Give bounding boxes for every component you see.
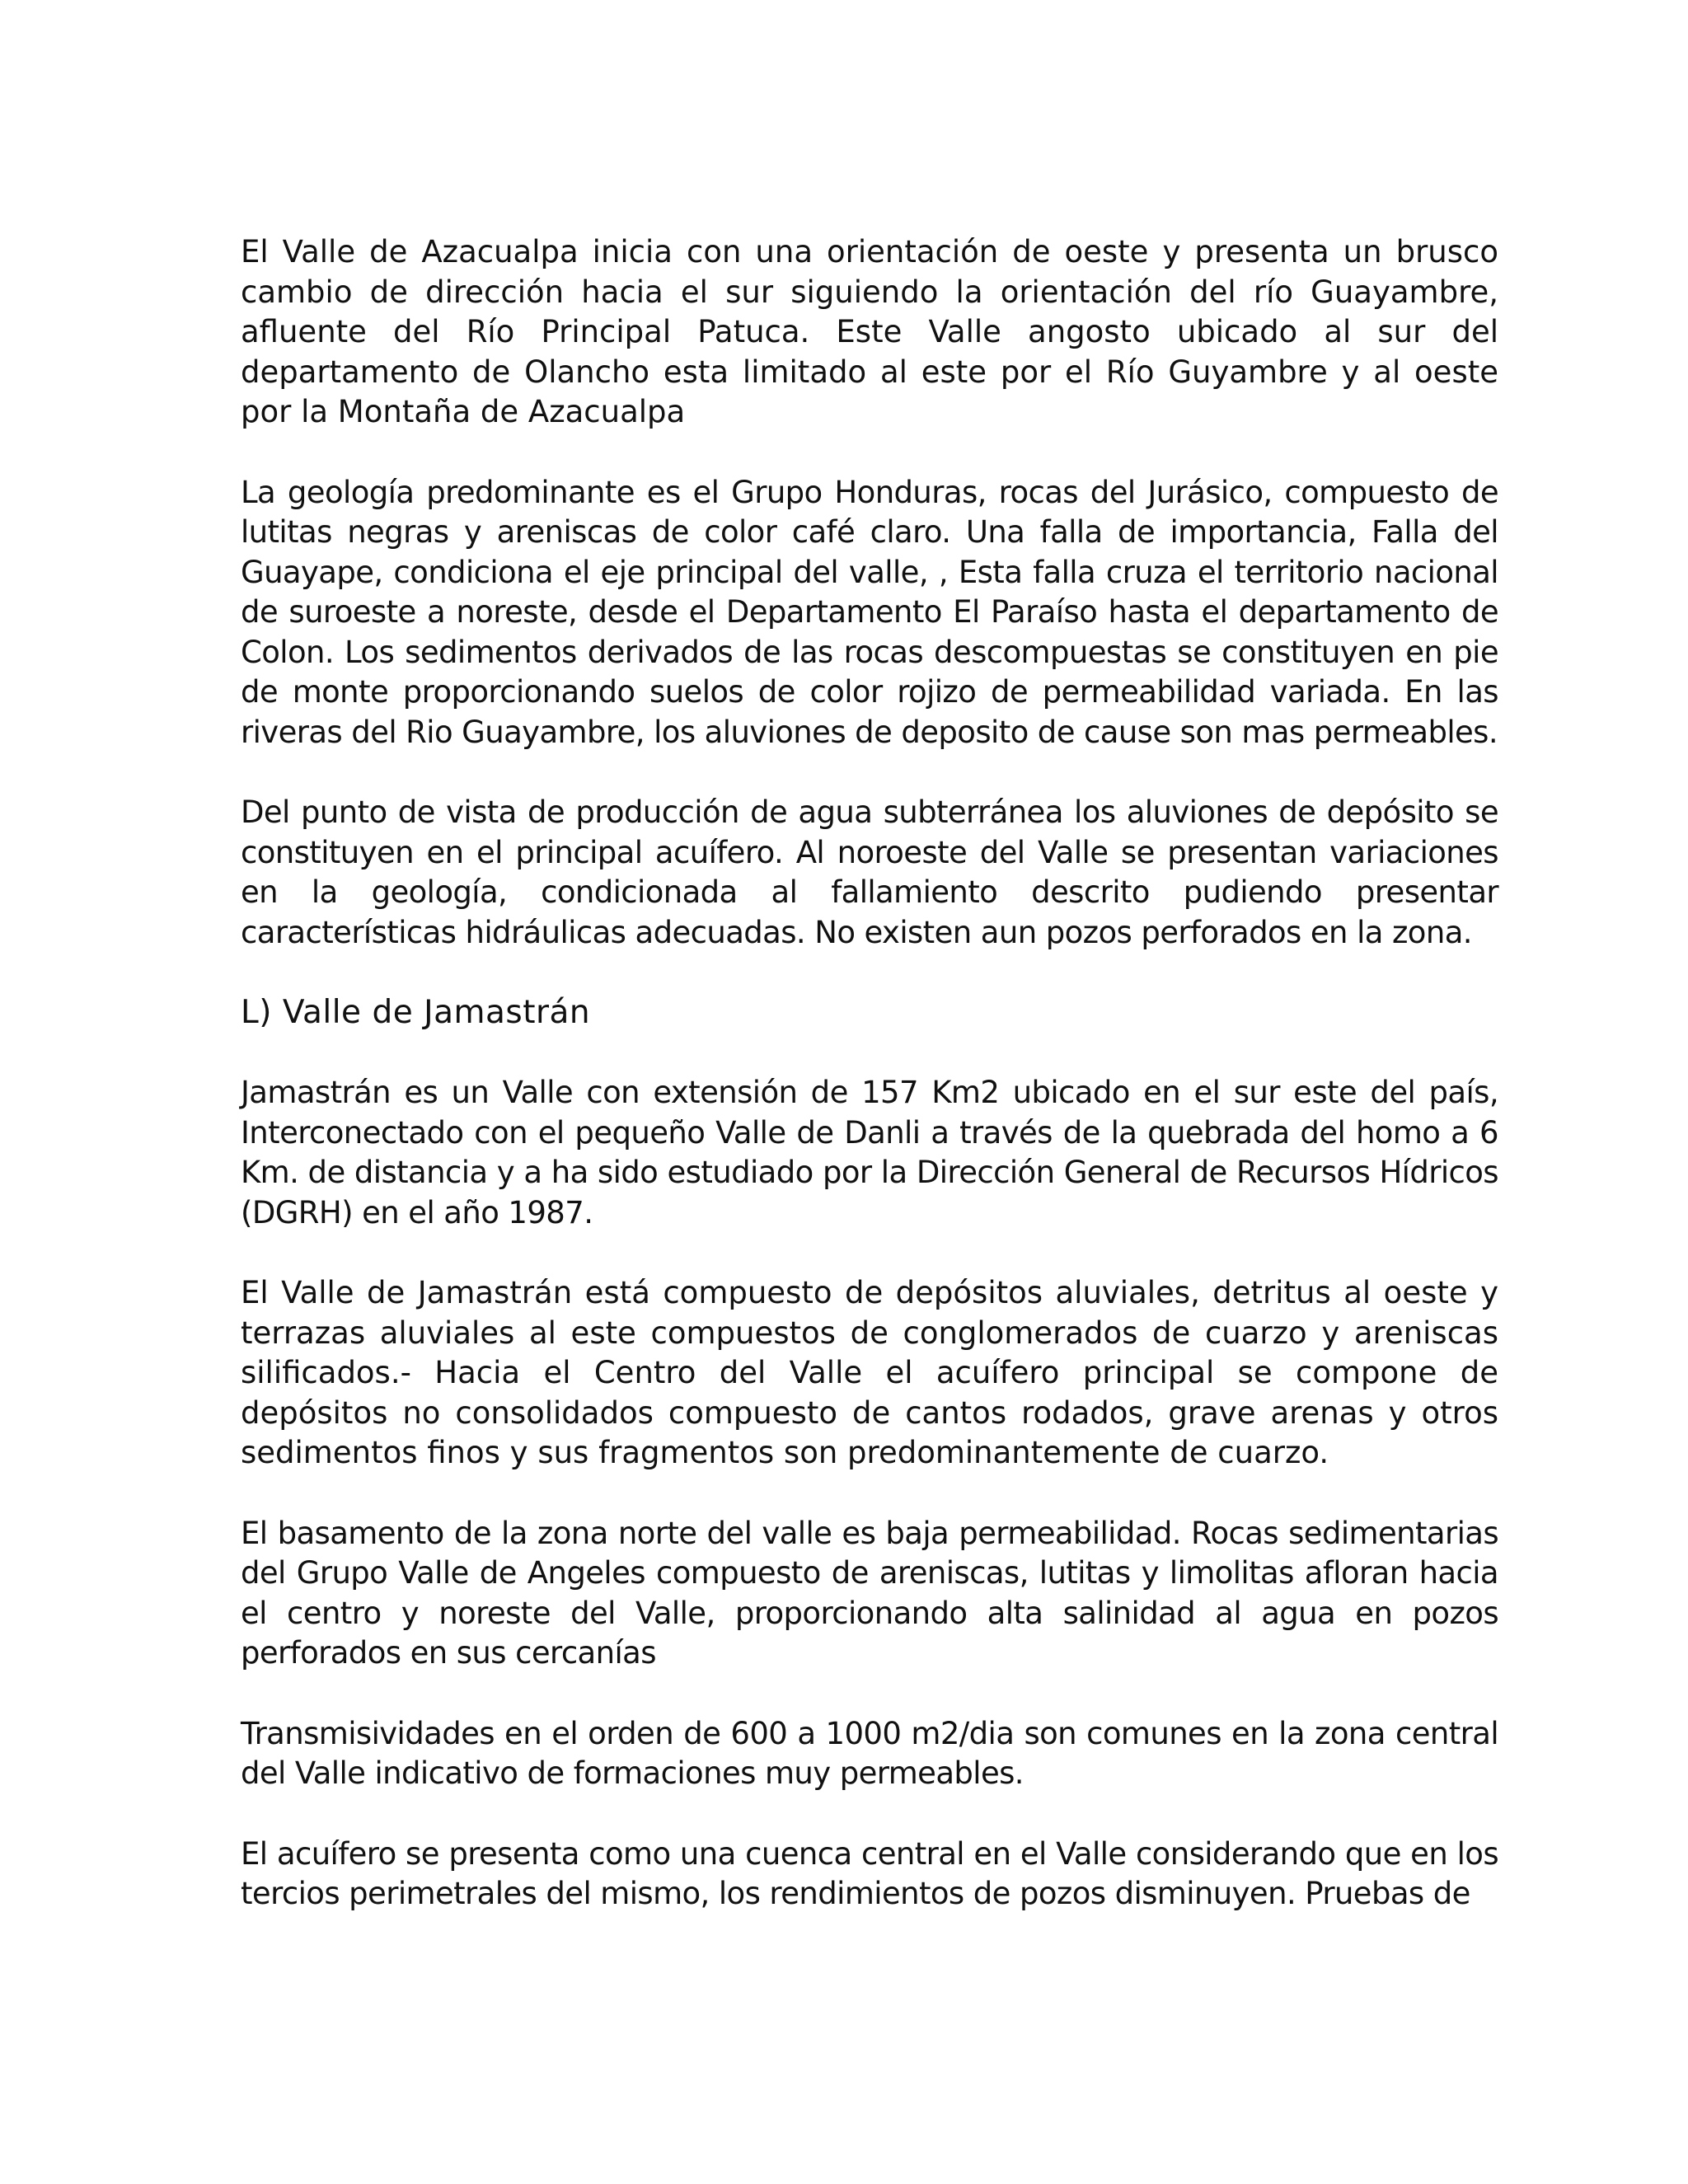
- paragraph-spacer: [241, 1474, 1498, 1514]
- paragraph-spacer: [241, 1233, 1498, 1273]
- section-heading-jamastran: L) Valle de Jamastrán: [241, 994, 591, 1031]
- paragraph-azacualpa-intro: El Valle de Azacualpa inicia con una orientación de oeste y presenta un brusco cambio de dirección hacia el sur siguiendo la orientación del río Guayambre, afluente del Río Principal Patuca. Este Valle angosto ubicado al sur del departamento de Olancho esta limitado al este por el Río Guyambre y al oeste por la Montaña de Azacualpa: [241, 234, 1498, 429]
- paragraph-jamastran-transmissivity: Transmisividades en el orden de 600 a 1000 m2/dia son comunes en la zona central del Valle indicativo de formaciones muy permeables.: [241, 1715, 1498, 1791]
- paragraph-spacer: [241, 1794, 1498, 1835]
- paragraph-jamastran-basement: El basamento de la zona norte del valle es baja permeabilidad. Rocas sedimentarias del Grupo Valle de Angeles compuesto de areniscas, lutitas y limolitas afloran hacia el centro y noreste del Valle, proporcionando alta salinidad al agua en pozos perforados en sus cercanías: [241, 1515, 1498, 1671]
- paragraph-azacualpa-geology: La geología predominante es el Grupo Honduras, rocas del Jurásico, compuesto de lutitas negras y areniscas de color café claro. Una falla de importancia, Falla del Guayape, condiciona el eje principal del valle, , Esta falla cruza el territorio nacional de suroeste a noreste, desde el Departamento El Paraíso hasta el departamento de Colon. Los sedimentos derivados de las rocas descompuestas se constituyen en pie de monte proporcionando suelos de color rojizo de permeabilidad variada. En las riveras del Rio Guayambre, los aluviones de deposito de cause son mas permeables.: [241, 474, 1498, 750]
- paragraph-jamastran-aquifer: El acuífero se presenta como una cuenca central en el Valle considerando que en los tercios perimetrales del mismo, los rendimientos de pozos disminuyen. Pruebas de: [241, 1835, 1498, 1911]
- paragraph-azacualpa-groundwater: Del punto de vista de producción de agua subterránea los aluviones de depósito se constituyen en el principal acuífero. Al noroeste del Valle se presentan variaciones en la geología, condicionada al fallamiento descrito pudiendo presentar características hidráulicas adecuadas. No existen aun pozos perforados en la zona.: [241, 794, 1498, 950]
- paragraph-jamastran-intro: Jamastrán es un Valle con extensión de 157 Km2 ubicado en el sur este del país, Interconectado con el pequeño Valle de Danli a través de la quebrada del homo a 6 Km. de distancia y a ha sido estudiado por la Dirección General de Recursos Hídricos (DGRH) en el año 1987.: [241, 1075, 1498, 1230]
- paragraph-spacer: [241, 752, 1498, 793]
- paragraph-spacer: [241, 953, 1498, 993]
- paragraph-jamastran-composition: El Valle de Jamastrán está compuesto de depósitos aluviales, detritus al oeste y terrazas aluviales al este compuestos de conglomerados de cuarzo y areniscas silificados.- Hacia el Centro del Valle el acuífero principal se compone de depósitos no consolidados compuesto de cantos rodados, grave arenas y otros sedimentos finos y sus fragmentos son predominantemente de cuarzo.: [241, 1275, 1498, 1470]
- document-page: [241, 232, 1498, 1915]
- paragraph-spacer: [241, 1674, 1498, 1714]
- paragraph-spacer: [241, 433, 1498, 473]
- paragraph-spacer: [241, 1033, 1498, 1073]
